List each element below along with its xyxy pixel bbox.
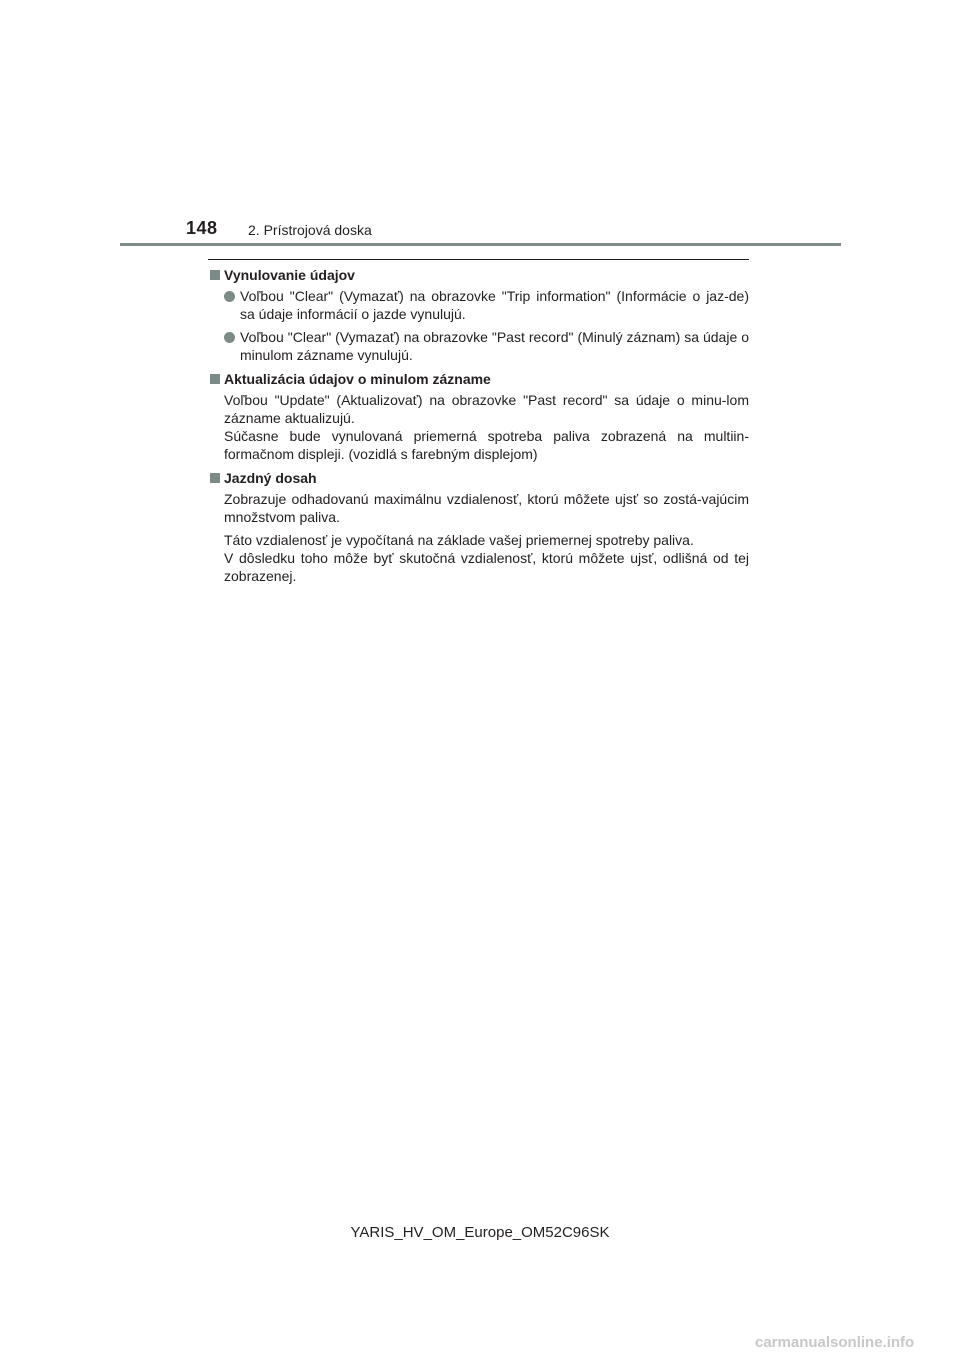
circle-bullet-icon	[224, 332, 235, 343]
bullet-text: Voľbou "Clear" (Vymazať) na obrazovke "Trip information" (Informácie o jaz-de) sa údaje informácií o jazde vynulujú.	[240, 288, 749, 322]
paragraph: V dôsledku toho môže byť skutočná vzdialenosť, ktorú môžete ujsť, odlišná od tej zobrazenej.	[224, 550, 749, 584]
section-heading-reset	[208, 266, 749, 284]
bullet-text: Voľbou "Clear" (Vymazať) na obrazovke "Past record" (Minulý záznam) sa údaje o minulom zázname vynulujú.	[240, 329, 749, 363]
square-bullet-icon	[210, 473, 220, 483]
section-heading-range	[208, 469, 749, 487]
section-title: 2. Prístrojová doska	[248, 222, 372, 238]
bullet-item	[208, 328, 749, 364]
paragraph: Zobrazuje odhadovanú maximálnu vzdialenosť, ktorú môžete ujsť so zostá-vajúcim množstvom paliva.	[224, 491, 749, 525]
square-bullet-icon	[210, 270, 220, 280]
paragraph: Voľbou "Update" (Aktualizovať) na obrazovke "Past record" sa údaje o minu-lom zázname aktualizujú.	[224, 392, 749, 426]
square-bullet-icon	[210, 374, 220, 384]
section-heading-update	[208, 370, 749, 388]
content-area	[208, 259, 749, 590]
content-rule	[208, 259, 749, 260]
heading-text: Aktualizácia údajov o minulom zázname	[224, 371, 491, 387]
page-number: 148	[186, 218, 218, 238]
header-rule	[120, 243, 841, 246]
watermark: carmanualsonline.info	[755, 1334, 915, 1351]
bullet-item	[208, 287, 749, 323]
document-code: YARIS_HV_OM_Europe_OM52C96SK	[350, 1224, 610, 1241]
circle-bullet-icon	[224, 291, 235, 302]
heading-text: Vynulovanie údajov	[224, 267, 355, 283]
page-header	[0, 0, 960, 250]
paragraph: Táto vzdialenosť je vypočítaná na základe vašej priemernej spotreby paliva.	[224, 532, 694, 548]
heading-text: Jazdný dosah	[224, 470, 317, 486]
paragraph: Súčasne bude vynulovaná priemerná spotreba paliva zobrazená na multiin-formačnom displeji. (vozidlá s farebným displejom)	[224, 428, 749, 462]
